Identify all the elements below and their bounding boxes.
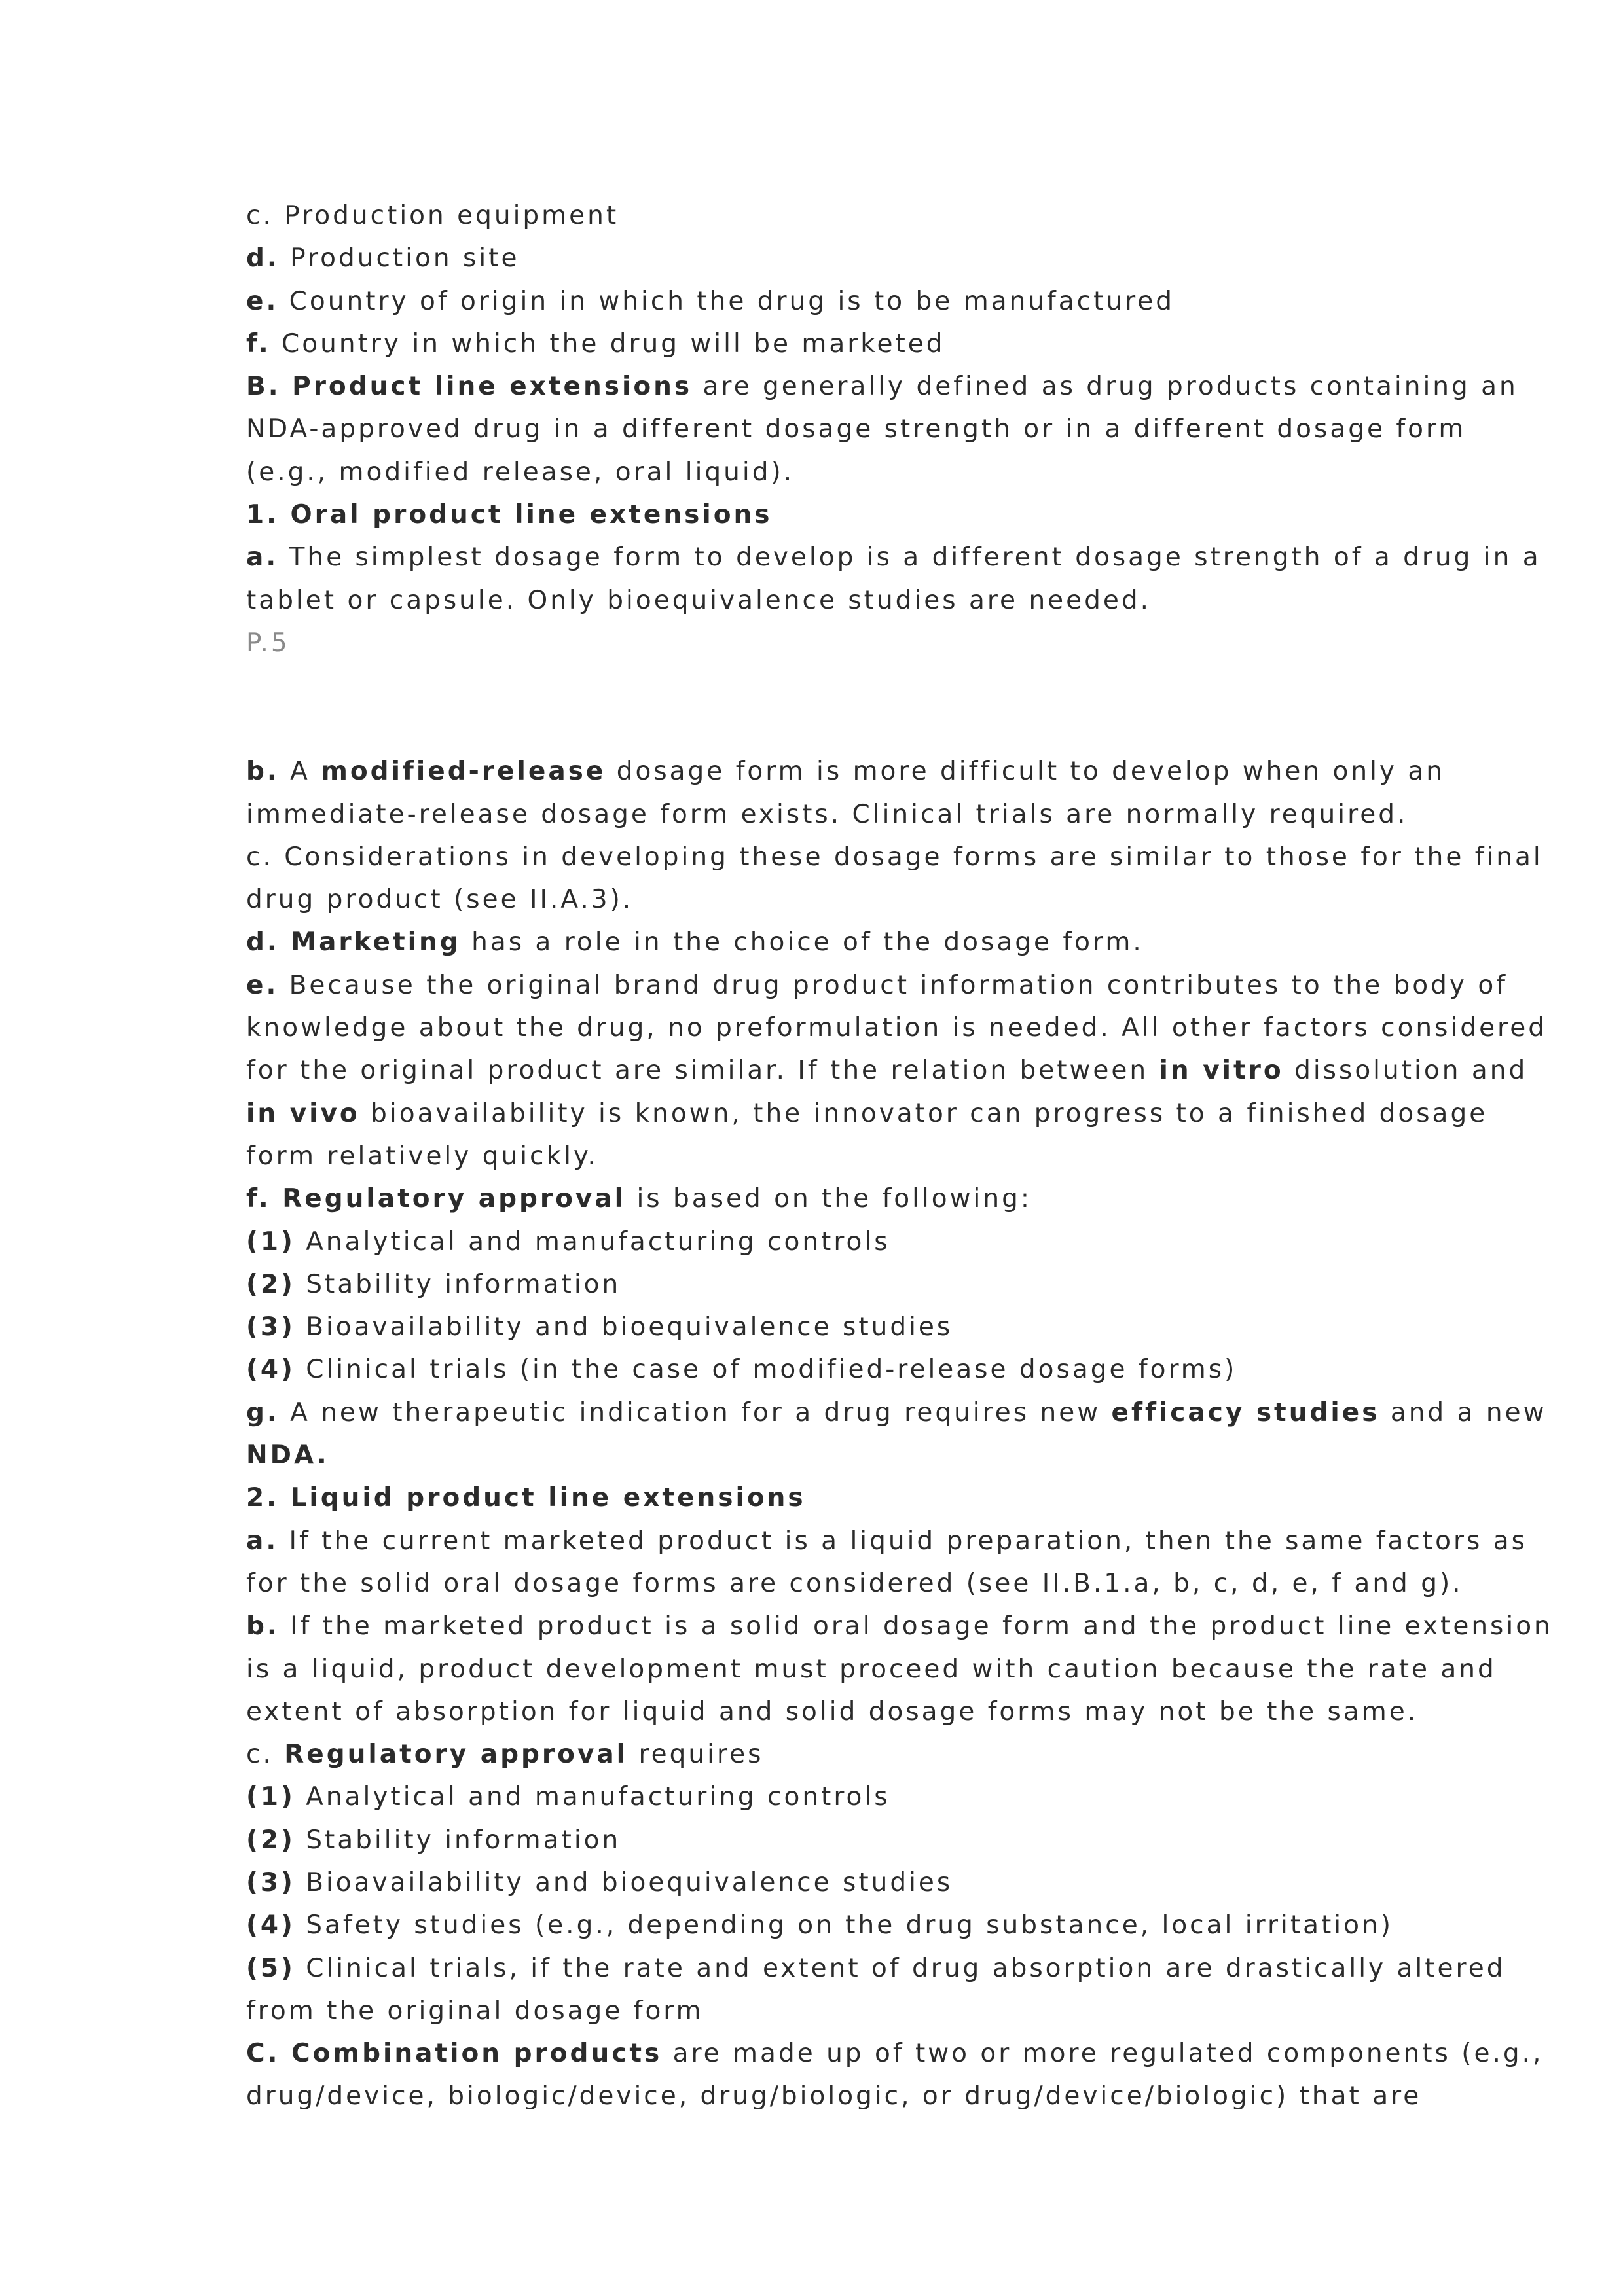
text-line: in vivo bioavailability is known, the innovator can progress to a finished dosage bbox=[246, 1098, 1488, 1128]
text-line: (e.g., modified release, oral liquid). bbox=[246, 457, 795, 487]
text-line: c. Considerations in developing these dosage forms are similar to those for the final bbox=[246, 842, 1543, 872]
text-line: NDA-approved drug in a different dosage strength or in a different dosage form bbox=[246, 414, 1467, 444]
text-line: drug/device, biologic/device, drug/biologic, or drug/device/biologic) that are bbox=[246, 2081, 1422, 2111]
text-line: drug product (see II.A.3). bbox=[246, 885, 634, 915]
list-item: c. Regulatory approval requires bbox=[246, 1740, 764, 1770]
list-item: (5) Clinical trials, if the rate and extent of drug absorption are drastically altered bbox=[246, 1953, 1506, 1983]
text-line: from the original dosage form bbox=[246, 1996, 704, 2026]
subsection-heading: 2. Liquid product line extensions bbox=[246, 1483, 806, 1513]
text-line: for the original product are similar. If the relation between in vitro dissolution and bbox=[246, 1056, 1528, 1086]
section-heading-line: B. Product line extensions are generally defined as drug products containing an bbox=[246, 372, 1518, 402]
list-item: f. Country in which the drug will be marketed bbox=[246, 329, 945, 359]
text-line: knowledge about the drug, no preformulation is needed. All other factors considered bbox=[246, 1013, 1547, 1043]
list-item: b. If the marketed product is a solid oral dosage form and the product line extension bbox=[246, 1611, 1553, 1641]
list-item: (4) Safety studies (e.g., depending on the drug substance, local irritation) bbox=[246, 1910, 1393, 1941]
list-item: e. Because the original brand drug product information contributes to the body of bbox=[246, 970, 1508, 1000]
list-item: d. Marketing has a role in the choice of the dosage form. bbox=[246, 927, 1144, 958]
list-item: (2) Stability information bbox=[246, 1825, 621, 1855]
list-item: (1) Analytical and manufacturing controls bbox=[246, 1227, 890, 1257]
text-line: extent of absorption for liquid and solid dosage forms may not be the same. bbox=[246, 1696, 1419, 1727]
text-line: c. Production equipment bbox=[246, 201, 619, 230]
text-line: tablet or capsule. Only bioequivalence studies are needed. bbox=[246, 585, 1152, 615]
text-line: form relatively quickly. bbox=[246, 1141, 598, 1171]
list-item: e. Country of origin in which the drug is to be manufactured bbox=[246, 286, 1175, 316]
list-item: a. If the current marketed product is a liquid preparation, then the same factors as bbox=[246, 1526, 1527, 1556]
subsection-heading: 1. Oral product line extensions bbox=[246, 500, 773, 530]
page-break-spacer bbox=[246, 664, 1398, 750]
document-body bbox=[246, 194, 1553, 2118]
list-item: (4) Clinical trials (in the case of modified-release dosage forms) bbox=[246, 1355, 1237, 1385]
text-line: immediate-release dosage form exists. Clinical trials are normally required. bbox=[246, 799, 1408, 829]
text-line: for the solid oral dosage forms are considered (see II.B.1.a, b, c, d, e, f and g). bbox=[246, 1568, 1463, 1598]
list-item: (2) Stability information bbox=[246, 1269, 621, 1299]
text-line: NDA. bbox=[246, 1441, 329, 1471]
list-item: g. A new therapeutic indication for a drug requires new efficacy studies and a new bbox=[246, 1397, 1547, 1427]
section-heading-line: C. Combination products are made up of two or more regulated components (e.g., bbox=[246, 2039, 1544, 2069]
list-item: a. The simplest dosage form to develop is a different dosage strength of a drug in a bbox=[246, 543, 1541, 573]
list-item: f. Regulatory approval is based on the following: bbox=[246, 1184, 1032, 1214]
text-line: is a liquid, product development must proceed with caution because the rate and bbox=[246, 1654, 1497, 1684]
list-item: (3) Bioavailability and bioequivalence studies bbox=[246, 1867, 953, 1897]
page-number: P.5 bbox=[246, 628, 290, 658]
list-item: (1) Analytical and manufacturing controls bbox=[246, 1782, 890, 1812]
list-item: (3) Bioavailability and bioequivalence studies bbox=[246, 1312, 953, 1342]
list-item: d. Production site bbox=[246, 243, 520, 274]
list-item: b. A modified-release dosage form is more difficult to develop when only an bbox=[246, 757, 1446, 787]
